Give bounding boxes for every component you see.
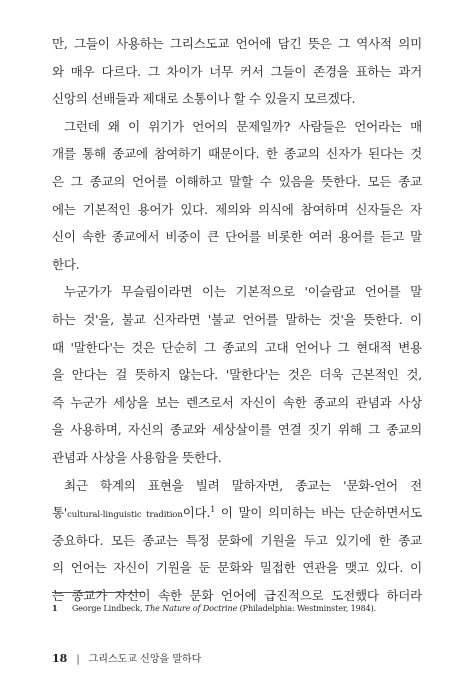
body-text bbox=[52, 30, 422, 609]
english-term: cultural-linguistic tradition bbox=[67, 510, 183, 521]
footnote-author: George Lindbeck, bbox=[72, 604, 145, 613]
running-footer bbox=[52, 650, 201, 665]
text-line: 개를 통해 종교에 참여하기 때문이다. 한 종교의 신자가 된다는 것 bbox=[52, 146, 422, 162]
text-line: 을 안다는 걸 뜻하지 않는다. '말한다'는 것은 더욱 근본적인 것, bbox=[52, 367, 422, 383]
text-line: 그런데 왜 이 위기가 언어의 문제일까? 사람들은 언어라는 매 bbox=[64, 118, 422, 134]
text-line: 즉 누군가 세상을 보는 렌즈로서 자신이 속한 종교의 관념과 사상 bbox=[52, 394, 422, 410]
book-title: 그리스도교 신앙을 말하다 bbox=[88, 654, 202, 665]
footer-separator: | bbox=[76, 654, 80, 665]
text-line: 는 종교가 자신이 속한 문화 언어에 급진적으로 도전했다 하더라 bbox=[52, 587, 422, 603]
footnote-title: The Nature of Doctrine bbox=[144, 604, 238, 613]
text-line: 을 사용하며, 자신의 종교와 세상살이를 연결 짓기 위해 그 종교의 bbox=[52, 422, 422, 438]
footnote bbox=[52, 603, 432, 613]
text-line: 신이 속한 종교에서 비중이 큰 단어를 비롯한 여러 용어를 듣고 말 bbox=[52, 229, 422, 245]
text-line: 하는 것'을, 불교 신자라면 '불교 언어를 말하는 것'을 뜻한다. 이 bbox=[52, 311, 422, 327]
text-fragment: 통' bbox=[52, 505, 68, 521]
footnote-reference[interactable]: 1 bbox=[210, 505, 216, 515]
text-line: 중요하다. 모든 종교는 특정 문화에 기원을 두고 있기에 한 종교 bbox=[52, 532, 422, 548]
footnote-publication: (Philadelphia: Westminster, 1984). bbox=[237, 604, 377, 613]
text-line: 누군가가 무슬림이라면 이는 기본적으로 '이슬람교 언어를 말 bbox=[64, 284, 422, 300]
text-line: 때 '말한다'는 것은 단순히 그 종교의 고대 언어나 그 현대적 변용 bbox=[52, 339, 422, 355]
footnote-mark: 1 bbox=[52, 603, 58, 613]
text-line-with-footnote-ref bbox=[52, 499, 422, 527]
text-line: 신앙의 선배들과 제대로 소통이나 할 수 있을지 모르겠다. bbox=[52, 91, 356, 107]
text-line: 에는 기본적인 용어가 있다. 제의와 의식에 참여하며 신자들은 자 bbox=[52, 201, 422, 217]
text-fragment: 이다. bbox=[182, 505, 211, 521]
page-number: 18 bbox=[52, 652, 68, 665]
text-line: 와 매우 다르다. 그 차이가 너무 커서 그들이 존경을 표하는 과거 bbox=[52, 63, 422, 79]
footnote-divider bbox=[52, 592, 144, 593]
text-line: 관념과 사상을 사용함을 뜻한다. bbox=[52, 449, 222, 465]
text-fragment: 이 말이 의미하는 바는 단순하면서도 bbox=[215, 505, 422, 521]
text-line: 한다. bbox=[52, 256, 80, 272]
text-line: 의 언어는 자신이 기원을 둔 문화와 밀접한 연관을 맺고 있다. 이 bbox=[52, 560, 422, 576]
text-line: 최근 학계의 표현을 빌려 말하자면, 종교는 '문화-언어 전 bbox=[64, 477, 422, 493]
text-line: 만, 그들이 사용하는 그리스도교 언어에 담긴 뜻은 그 역사적 의미 bbox=[52, 36, 422, 51]
text-line: 은 그 종교의 언어를 이해하고 말할 수 있음을 뜻한다. 모든 종교 bbox=[52, 173, 422, 189]
